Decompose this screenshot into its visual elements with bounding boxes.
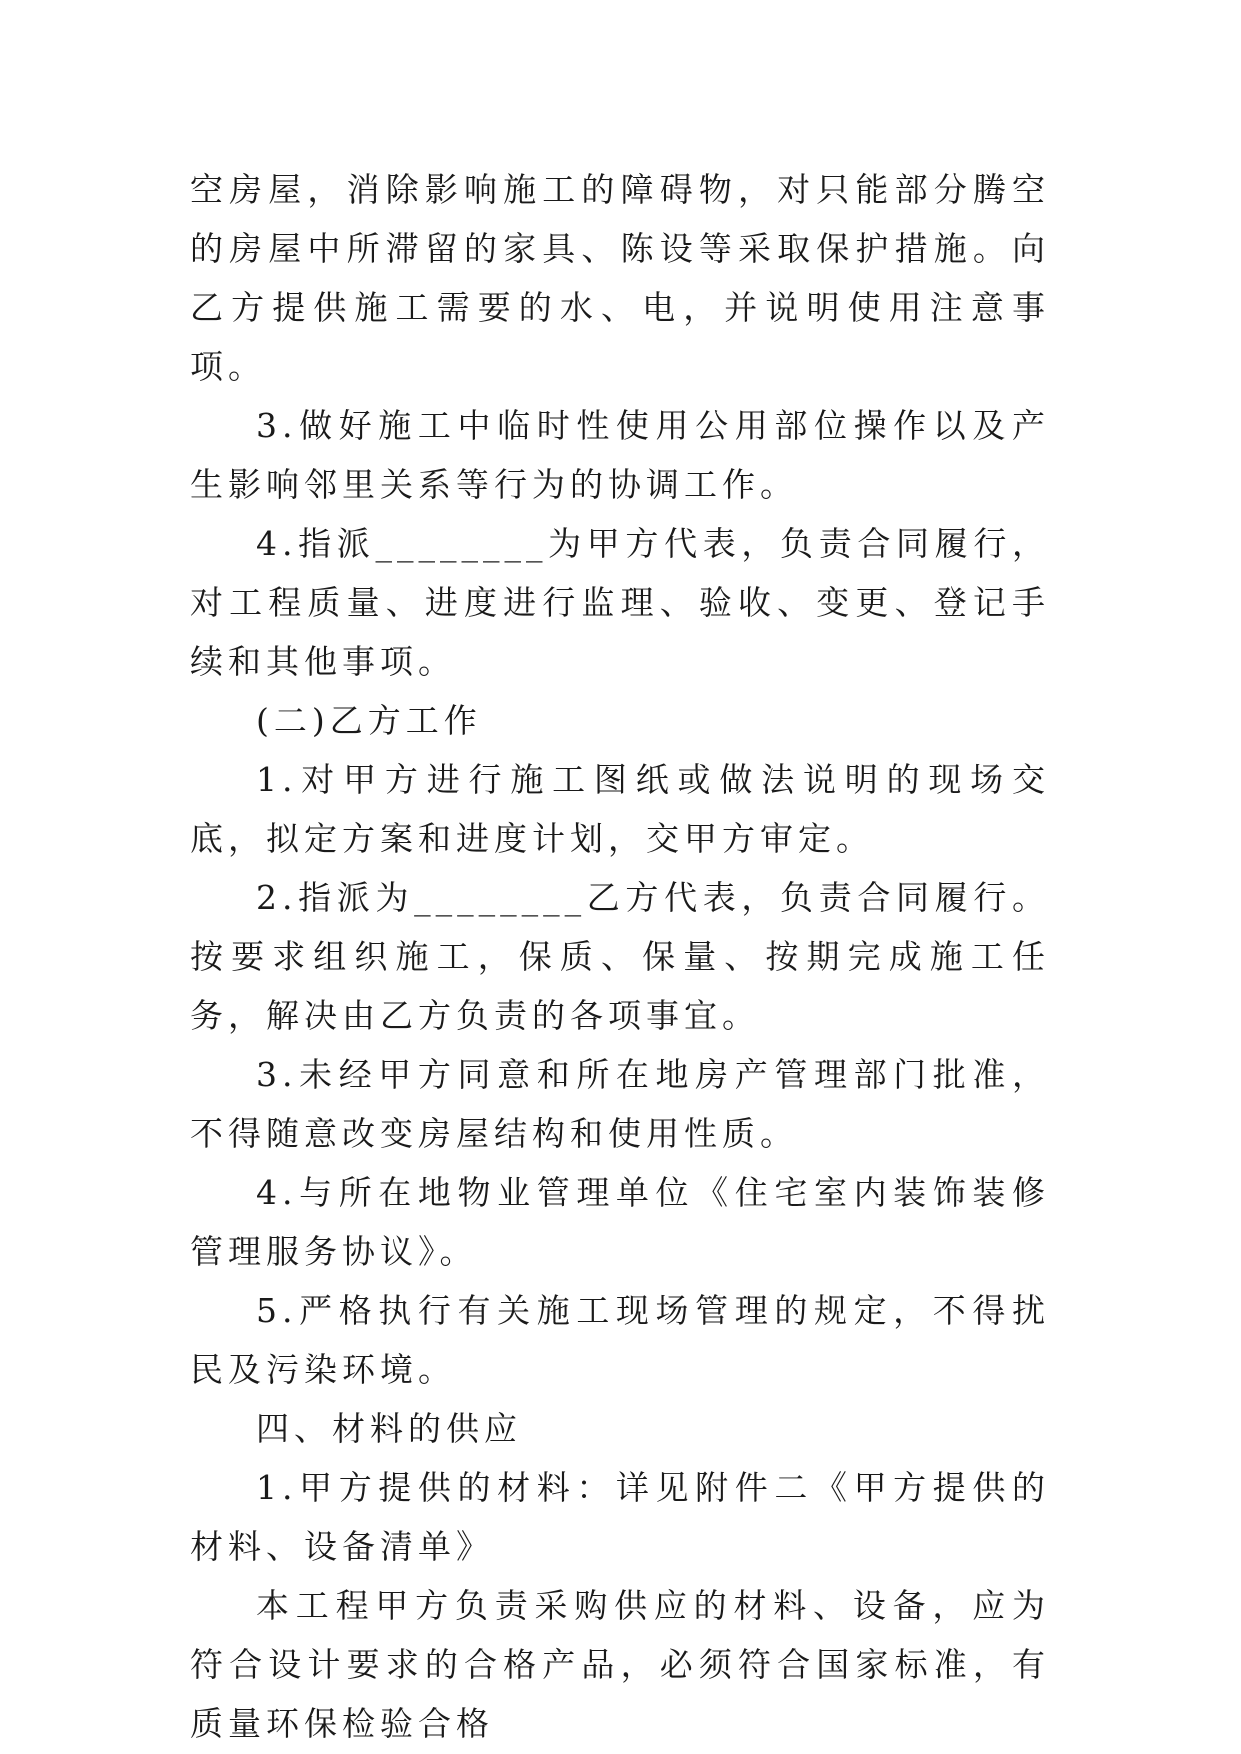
paragraph-item-3: 3.做好施工中临时性使用公用部位操作以及产生影响邻里关系等行为的协调工作。 <box>190 406 1050 504</box>
paragraph-material-requirements: 本工程甲方负责采购供应的材料、设备，应为符合设计要求的合格产品，必须符合国家标准，有质量环保检验合格 <box>190 1586 1050 1743</box>
paragraph-contractor-item-1: 1.对甲方进行施工图纸或做法说明的现场交底，拟定方案和进度计划，交甲方审定。 <box>190 760 1050 858</box>
section-heading-contractor-work: (二)乙方工作 <box>256 701 482 740</box>
paragraph-item-4: 4.指派________为甲方代表，负责合同履行，对工程质量、进度进行监理、验收、变更、登记手续和其他事项。 <box>190 524 1050 681</box>
paragraph-material-item-1: 1.甲方提供的材料：详见附件二《甲方提供的材料、设备清单》 <box>190 1468 1050 1566</box>
paragraph-continuation: 空房屋，消除影响施工的障碍物，对只能部分腾空的房屋中所滞留的家具、陈设等采取保护措施。向乙方提供施工需要的水、电，并说明使用注意事项。 <box>190 170 1050 386</box>
paragraph-contractor-item-3: 3.未经甲方同意和所在地房产管理部门批准，不得随意改变房屋结构和使用性质。 <box>190 1055 1050 1153</box>
paragraph-contractor-item-2: 2.指派为________乙方代表，负责合同履行。按要求组织施工，保质、保量、按期完成施工任务，解决由乙方负责的各项事宜。 <box>190 878 1050 1035</box>
paragraph-contractor-item-5: 5.严格执行有关施工现场管理的规定，不得扰民及污染环境。 <box>190 1291 1050 1389</box>
document-body <box>190 160 1050 1753</box>
paragraph-contractor-item-4: 4.与所在地物业管理单位《住宅室内装饰装修管理服务协议》。 <box>190 1173 1050 1271</box>
section-heading-material-supply: 四、材料的供应 <box>256 1409 522 1448</box>
